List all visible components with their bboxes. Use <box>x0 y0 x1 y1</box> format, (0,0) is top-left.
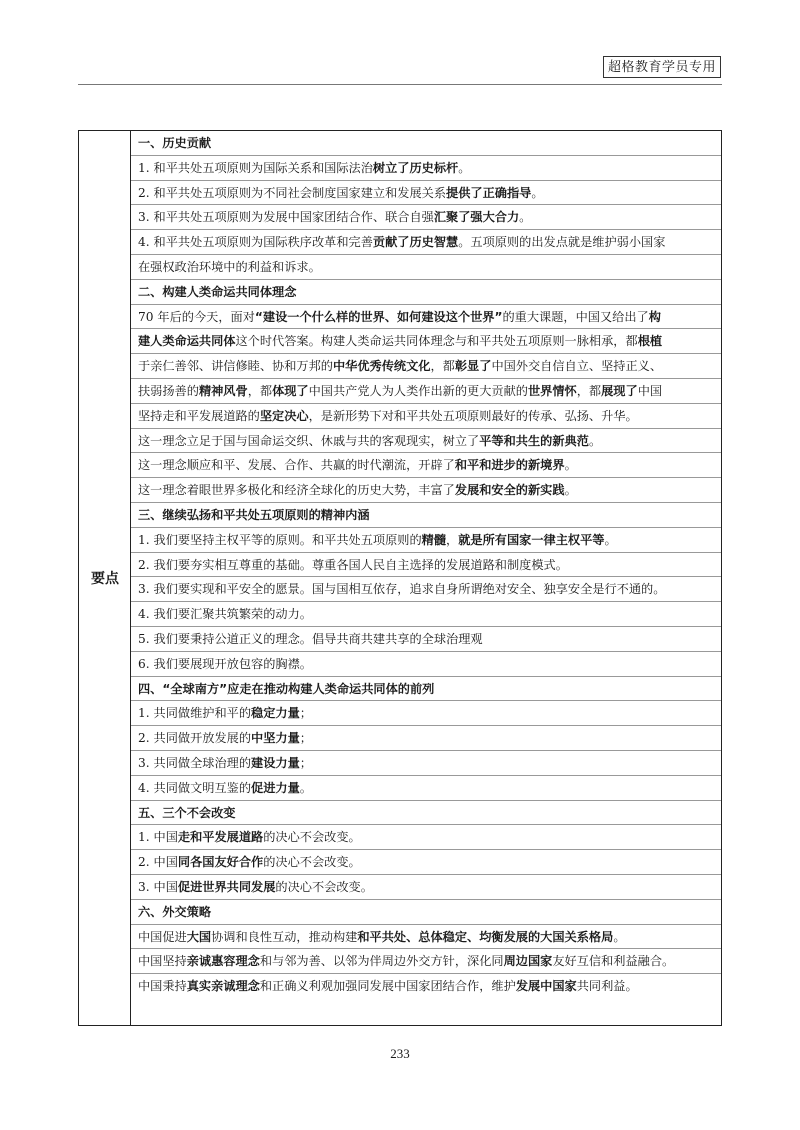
text-line <box>131 404 721 429</box>
section-heading <box>131 801 721 826</box>
emphasis-text: “建设一个什么样的世界、如何建设这个世界” <box>254 309 503 324</box>
text-line <box>131 354 721 379</box>
text-line <box>131 429 721 454</box>
emphasis-text: 中华优秀传统文化 <box>333 359 431 374</box>
body-text: 3. 和平共处五项原则为发展中国家团结合作、联合自强 <box>138 210 434 225</box>
emphasis-text: 周边国家 <box>503 954 553 969</box>
page-number: 233 <box>390 1046 410 1061</box>
text-line <box>131 875 721 900</box>
text-line <box>131 974 721 999</box>
body-text: 6. 我们要展现开放包容的胸襟。 <box>138 656 312 671</box>
body-text: ，都 <box>430 359 455 374</box>
emphasis-text: 根植 <box>637 334 663 349</box>
text-line <box>131 553 721 578</box>
body-text: 。 <box>564 483 577 498</box>
text-line <box>131 453 721 478</box>
body-text: 的决心不会改变。 <box>275 879 373 894</box>
watermark-stamp: 超格教育学员专用 <box>603 56 721 78</box>
body-text: 中国坚持 <box>138 954 187 969</box>
text-line <box>131 602 721 627</box>
body-text: 这个时代答案。构建人类命运共同体理念与和平共处五项原则一脉相承，都 <box>235 334 638 349</box>
label-column <box>79 131 131 1025</box>
emphasis-text: 发展中国家 <box>515 979 577 994</box>
body-text: 共同利益。 <box>576 979 638 994</box>
body-text: 于 <box>138 359 151 374</box>
text-line <box>131 726 721 751</box>
body-text: 3. 中国 <box>138 879 178 894</box>
body-text: 2. 中国 <box>138 855 178 870</box>
text-line <box>131 776 721 801</box>
body-text: ，都 <box>247 383 273 398</box>
body-text: 这一理念着眼世界多极化和经济全球化的历史大势，丰富了 <box>138 483 455 498</box>
body-text: 。 <box>299 780 312 795</box>
text-line <box>131 850 721 875</box>
text-line <box>131 577 721 602</box>
emphasis-text: 构 <box>648 309 661 324</box>
emphasis-text: 稳定力量 <box>251 706 300 721</box>
body-text: 亲仁善邻、讲信修睦、协和万邦的 <box>150 359 333 374</box>
body-text: 中国秉持 <box>138 979 187 994</box>
key-points-table <box>78 130 722 1026</box>
body-text: 。 <box>613 929 626 944</box>
body-text: ，是新形势下对和平共处五项原则最好的传承、弘扬、升华。 <box>308 408 638 423</box>
body-text: 的决心不会改变。 <box>263 855 361 870</box>
body-text: 中国 <box>637 383 663 398</box>
body-text: ， <box>446 532 459 547</box>
section-heading <box>131 131 721 156</box>
body-text: 。 <box>531 185 544 200</box>
body-text: 这一理念顺应和平、发展、合作、共赢的时代潮流，开辟了 <box>138 458 455 473</box>
text-line <box>131 305 721 330</box>
emphasis-text: 和平和进步的新境界 <box>454 458 565 473</box>
body-text: 2. 共同做开放发展的 <box>138 731 252 746</box>
emphasis-text: 彰显了 <box>454 359 492 374</box>
text-line <box>131 701 721 726</box>
emphasis-text: 体现了 <box>272 383 309 398</box>
body-text: 的决心不会改变。 <box>263 830 361 845</box>
text-line <box>131 652 721 677</box>
emphasis-text: 就是所有国家一律主权平等 <box>458 532 605 547</box>
emphasis-text: 贡献了历史智慧 <box>372 235 459 250</box>
text-line <box>131 949 721 974</box>
body-text: 1. 我们要坚持主权平等的原则。和平共处五项原则的 <box>138 532 422 547</box>
text-line <box>131 825 721 850</box>
body-text: 和正确义利观加强同发展中国家团结合作，维护 <box>259 979 516 994</box>
body-text: 六、外交策略 <box>138 904 212 919</box>
emphasis-text: 和平共处、总体稳定、均衡发展的大国关系格局 <box>357 929 614 944</box>
emphasis-text: 同各国友好合作 <box>177 855 264 870</box>
body-text: 。 <box>588 433 602 448</box>
emphasis-text: 发展和安全的新实践 <box>454 483 565 498</box>
text-line <box>131 925 721 950</box>
section-heading <box>131 503 721 528</box>
body-text: 坚持走和平发展道路的 <box>138 408 260 423</box>
body-text: 。五项原则的出发点就是维护弱小国家 <box>458 235 666 250</box>
emphasis-text: 建设力量 <box>251 755 300 770</box>
text-line <box>131 205 721 230</box>
body-text: 4. 和平共处五项原则为国际秩序改革和完善 <box>138 235 373 250</box>
emphasis-text: 坚定决心 <box>259 408 309 423</box>
emphasis-text: 建人类命运共同体 <box>138 334 236 349</box>
body-text: 2. 我们要夯实相互尊重的基础。尊重各国人民自主选择的发展道路和制度模式。 <box>138 557 568 572</box>
body-text: 3. 共同做全球治理的 <box>138 755 252 770</box>
row-label: 要点 <box>91 571 119 587</box>
emphasis-text: 提供了正确指导 <box>446 185 532 200</box>
emphasis-text: 树立了历史标杆 <box>372 160 459 175</box>
body-text: 五、三个不会改变 <box>138 805 236 820</box>
header-rule <box>78 84 722 85</box>
emphasis-text: 走和平发展道路 <box>177 830 264 845</box>
body-text: ； <box>299 755 312 770</box>
emphasis-text: 促进世界共同发展 <box>177 879 276 894</box>
text-line <box>131 627 721 652</box>
body-text: 扶弱扬善的 <box>138 383 199 398</box>
emphasis-text: 展现了 <box>601 383 638 398</box>
body-text: 协调和良性互动，推动构建 <box>211 929 358 944</box>
emphasis-text: 世界情怀 <box>528 383 577 398</box>
emphasis-text: 平等和共生的新典范 <box>479 433 589 448</box>
emphasis-text: 汇聚了强大合力 <box>433 210 520 225</box>
body-text: 友好互信和利益融合。 <box>552 954 675 969</box>
body-text: 中国共产党人为人类作出新的更大贡献的 <box>308 383 528 398</box>
body-text: ； <box>299 731 312 746</box>
content-column <box>131 131 721 999</box>
text-line <box>131 156 721 181</box>
body-text: ； <box>299 706 312 721</box>
body-text: 4. 共同做文明互鉴的 <box>138 780 252 795</box>
body-text: 70 年后的今天，面对 <box>138 309 255 324</box>
text-line <box>131 255 721 280</box>
body-text: 四、“全球南方”应走在推动构建人类命运共同体的前列 <box>138 681 435 696</box>
emphasis-text: 促进力量 <box>251 780 300 795</box>
body-text: ，都 <box>576 383 602 398</box>
body-text: 中国外交自信自立、坚持正义、 <box>491 359 663 374</box>
body-text: 。 <box>604 532 617 547</box>
body-text: 1. 中国 <box>138 830 178 845</box>
emphasis-text: 精髓 <box>421 532 447 547</box>
body-text: 一、历史贡献 <box>138 136 212 150</box>
body-text: 和与邻为善、以邻为伴周边外交方针，深化同 <box>259 954 504 969</box>
text-line <box>131 379 721 404</box>
section-heading <box>131 280 721 305</box>
body-text: 这一理念立足于国与国命运交织、休戚与共的客观现实，树立了 <box>138 433 480 448</box>
text-line <box>131 528 721 553</box>
text-line <box>131 230 721 255</box>
body-text: 。 <box>519 210 532 225</box>
body-text: 1. 共同做维护和平的 <box>138 706 252 721</box>
body-text: 1. 和平共处五项原则为国际关系和国际法治 <box>138 160 373 175</box>
section-heading <box>131 677 721 702</box>
body-text: 二、构建人类命运共同体理念 <box>138 284 297 299</box>
text-line <box>131 478 721 503</box>
body-text: 中国促进 <box>138 929 187 944</box>
emphasis-text: 精神风骨 <box>198 383 248 398</box>
body-text: 的重大课题，中国又给出了 <box>502 309 649 324</box>
body-text: 。 <box>458 160 471 175</box>
body-text: 。 <box>564 458 577 473</box>
body-text: 3. 我们要实现和平安全的愿景。国与国相互依存，追求自身所谓绝对安全、独享安全是行不通的。 <box>138 582 666 597</box>
emphasis-text: 亲诚惠容理念 <box>186 954 260 969</box>
emphasis-text: 大国 <box>186 929 212 944</box>
body-text: 5. 我们要秉持公道正义的理念。倡导共商共建共享的全球治理观 <box>138 631 483 646</box>
text-line <box>131 181 721 206</box>
body-text: 4. 我们要汇聚共筑繁荣的动力。 <box>138 607 312 622</box>
emphasis-text: 真实亲诚理念 <box>186 979 260 994</box>
emphasis-text: 中坚力量 <box>251 731 300 746</box>
body-text: 2. 和平共处五项原则为不同社会制度国家建立和发展关系 <box>138 185 447 200</box>
body-text: 在强权政治环境中的利益和诉求。 <box>138 259 321 274</box>
body-text: 三、继续弘扬和平共处五项原则的精神内涵 <box>138 507 370 522</box>
text-line <box>131 751 721 776</box>
section-heading <box>131 900 721 925</box>
text-line <box>131 329 721 354</box>
